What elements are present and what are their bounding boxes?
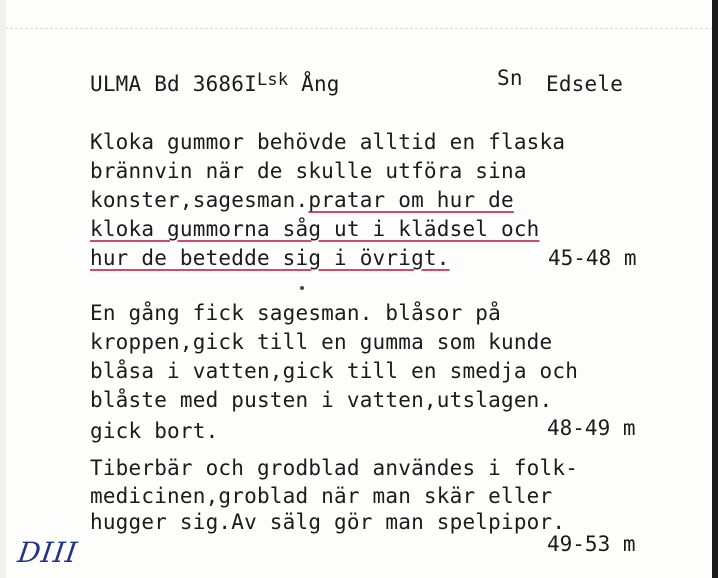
header-archive: ULMA Bd $3686I^{Lsk}$ Ång [90, 70, 340, 96]
header-sn-label: Sn [497, 66, 523, 90]
handwritten-signature: DIII [15, 536, 81, 569]
paragraph-line: blåste med pusten i vatten,utslagen. [90, 388, 553, 412]
card-top-edge [0, 0, 718, 29]
header-type: Lsk [256, 70, 289, 90]
underlined-text: hur de betedde sig i övrigt. [90, 246, 450, 270]
paragraph-line: gick bort. [90, 419, 219, 443]
paragraph-line: medicinen,groblad när man skär eller [90, 484, 553, 508]
underlined-text: kloka gummorna såg ut i klädsel och [90, 217, 540, 241]
paragraph-line: Kloka gummor behövde alltid en flaska [90, 130, 566, 154]
paragraph-line: En gång fick sagesman. blåsor på [90, 301, 501, 325]
paragraph-line: hugger sig.Av sälg gör man spelpipor. [90, 510, 566, 534]
paragraph-line: brännvin när de skulle utföra sina [90, 159, 527, 183]
paragraph-line [90, 244, 450, 272]
card-right-edge [712, 0, 718, 578]
page-reference: 45-48 m [548, 246, 637, 270]
ink-dot [300, 286, 304, 290]
paragraph-line: blåsa i vatten,gick till en smedja och [90, 359, 579, 383]
page-reference: 48-49 m [547, 416, 636, 440]
card-left-edge [0, 0, 6, 578]
paragraph-line: konster,sagesman.pratar om hur de [90, 188, 514, 212]
paragraph-line: kroppen,gick till en gumma som kunde [90, 330, 553, 354]
underlined-text: pratar om hur de [308, 188, 514, 212]
paragraph-line: Tiberbär och grodblad användes i folk- [90, 456, 579, 480]
page-reference: 49-53 m [547, 532, 636, 556]
header-landskap: Ång [301, 72, 340, 96]
paragraph-line [90, 215, 540, 243]
header-socken: Edsele [546, 72, 624, 96]
